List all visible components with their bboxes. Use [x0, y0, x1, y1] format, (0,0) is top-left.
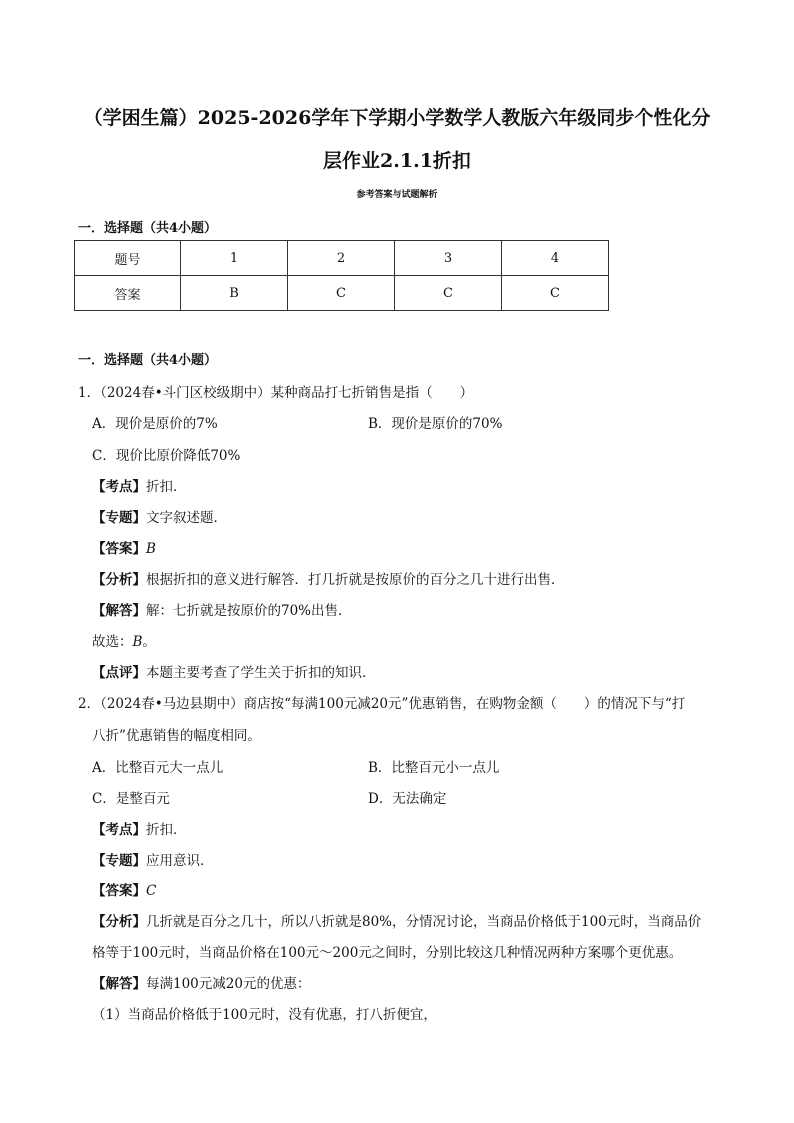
- q1-jieda: [92, 599, 352, 619]
- q1-guxuan: [92, 630, 156, 650]
- table-cell: 2: [288, 241, 395, 276]
- fenxi-text: 根据折扣的意义进行解答．打几折就是按原价的百分之几十进行出售．: [146, 572, 565, 588]
- dianping-text: 本题主要考查了学生关于折扣的知识．: [146, 665, 376, 681]
- q2-stem-line1: 2．（2024春•马边县期中）商店按“每满100元减20元”优惠销售，在购物金额（ ）的情况下与“打: [78, 696, 686, 712]
- q2-zhuanti: [92, 849, 214, 869]
- guxuan-end: 。: [142, 634, 156, 650]
- q2-kaodian: [92, 818, 187, 838]
- fenxi-label: 【分析】: [92, 914, 146, 930]
- q1-option-a: A．现价是原价的7%: [92, 416, 218, 432]
- q1-kaodian: [92, 475, 187, 495]
- table-cell: 3: [395, 241, 502, 276]
- q1-option-c: C．现价比原价降低70%: [92, 448, 241, 464]
- table-row: [75, 241, 609, 276]
- table-cell: C: [288, 276, 395, 311]
- fenxi-label: 【分析】: [92, 572, 146, 588]
- daan-label: 【答案】: [92, 883, 146, 899]
- table-row: [75, 276, 609, 311]
- table-cell: 答案: [75, 276, 181, 311]
- jieda-label: 【解答】: [92, 976, 146, 992]
- q2-fenxi-line2: 格等于100元时，当商品价格在100元～200元之间时，分别比较这几种情况两种方案哪个更优惠。: [92, 945, 683, 961]
- zhuanti-text: 应用意识．: [146, 853, 214, 869]
- q2-option-c: C．是整百元: [92, 791, 170, 807]
- answer-table: [74, 240, 609, 311]
- table-cell: B: [181, 276, 288, 311]
- q1-option-b: B．现价是原价的70%: [368, 416, 503, 432]
- table-cell: 4: [502, 241, 609, 276]
- daan-label: 【答案】: [92, 541, 146, 557]
- doc-subtitle: 参考答案与试题解析: [356, 190, 438, 200]
- q2-fenxi-line1: [92, 910, 701, 930]
- daan-text: C: [146, 883, 157, 899]
- section-heading-2: 一．选择题（共4小题）: [78, 353, 218, 368]
- zhuanti-text: 文字叙述题．: [146, 510, 227, 526]
- q2-case1: （1）当商品价格低于100元时，没有优惠，打八折便宜，: [92, 1007, 437, 1023]
- guxuan-answer: B: [132, 634, 143, 650]
- daan-text: B: [146, 541, 156, 557]
- table-cell: C: [395, 276, 502, 311]
- table-cell: 题号: [75, 241, 181, 276]
- q2-stem-line2: 八折”优惠销售的幅度相同。: [92, 728, 261, 744]
- q1-fenxi: [92, 568, 565, 588]
- jieda-label: 【解答】: [92, 603, 146, 619]
- kaodian-label: 【考点】: [92, 479, 146, 495]
- section-heading: 一．选择题（共4小题）: [78, 221, 218, 236]
- q2-jieda: [92, 972, 310, 992]
- q1-daan: [92, 537, 156, 557]
- fenxi-text: 几折就是百分之几十，所以八折就是80%，分情况讨论，当商品价格低于100元时，当商品价: [146, 914, 702, 930]
- kaodian-text: 折扣．: [146, 479, 187, 495]
- q2-option-b: B．比整百元小一点儿: [368, 760, 500, 776]
- q1-dianping: [92, 661, 376, 681]
- doc-title-line2: 层作业2.1.1折扣: [323, 150, 471, 172]
- q2-daan: [92, 879, 156, 899]
- q1-zhuanti: [92, 506, 227, 526]
- table-cell: 1: [181, 241, 288, 276]
- guxuan-text: 故选：: [92, 634, 133, 650]
- zhuanti-label: 【专题】: [92, 510, 146, 526]
- table-cell: C: [502, 276, 609, 311]
- dianping-label: 【点评】: [92, 665, 146, 681]
- q2-option-a: A．比整百元大一点儿: [92, 760, 224, 776]
- zhuanti-label: 【专题】: [92, 853, 146, 869]
- jieda-text: 解：七折就是按原价的70%出售．: [146, 603, 352, 619]
- q2-option-d: D．无法确定: [368, 791, 447, 807]
- doc-title-line1: （学困生篇）2025-2026学年下学期小学数学人教版六年级同步个性化分: [83, 107, 711, 129]
- kaodian-label: 【考点】: [92, 822, 146, 838]
- kaodian-text: 折扣．: [146, 822, 187, 838]
- jieda-text: 每满100元减20元的优惠：: [146, 976, 311, 992]
- q1-stem: 1．（2024春•斗门区校级期中）某种商品打七折销售是指（ ）: [78, 385, 474, 401]
